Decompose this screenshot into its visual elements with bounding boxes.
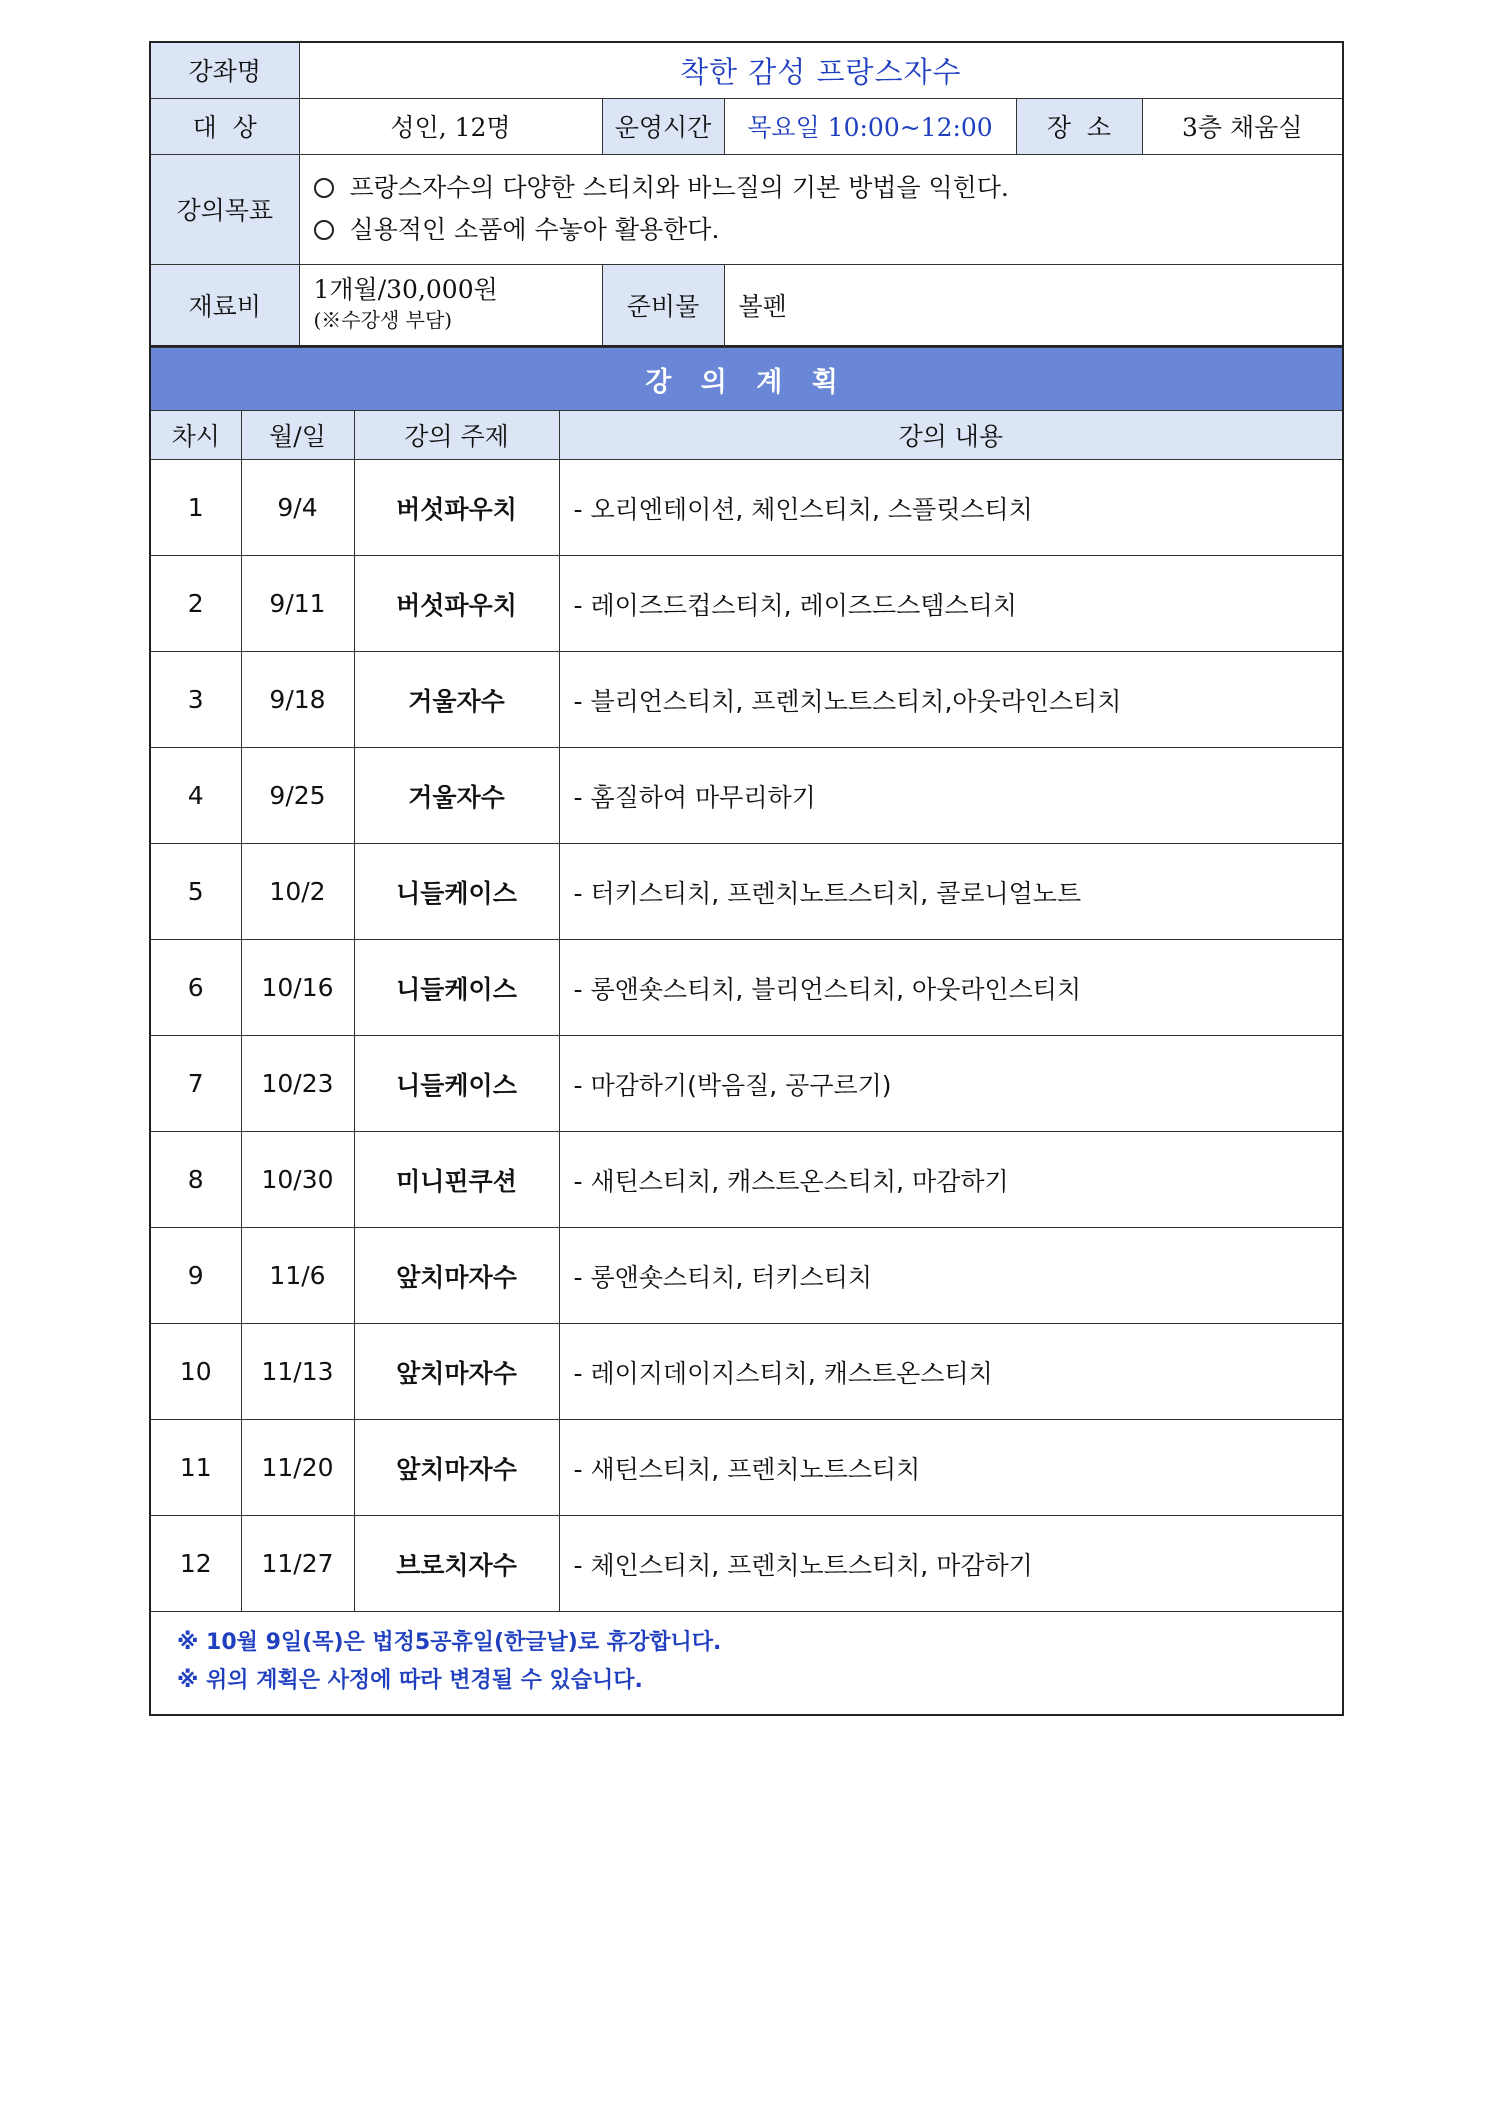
course-name-label: 강좌명 xyxy=(150,42,299,98)
session-no: 2 xyxy=(150,556,241,652)
session-content: - 롱앤숏스티치, 블리언스티치, 아웃라인스티치 xyxy=(559,940,1343,1036)
goals-label: 강의목표 xyxy=(150,154,299,264)
session-no: 12 xyxy=(150,1516,241,1612)
target-label: 대 상 xyxy=(150,98,299,154)
session-date: 10/23 xyxy=(241,1036,354,1132)
session-topic: 앞치마자수 xyxy=(354,1324,559,1420)
col-header-date: 월/일 xyxy=(241,411,354,460)
session-date: 11/20 xyxy=(241,1420,354,1516)
session-no: 7 xyxy=(150,1036,241,1132)
table-row xyxy=(150,1228,1343,1324)
session-topic: 거울자수 xyxy=(354,748,559,844)
session-content: - 블리언스티치, 프렌치노트스티치,아웃라인스티치 xyxy=(559,652,1343,748)
session-date: 11/13 xyxy=(241,1324,354,1420)
session-topic: 니들케이스 xyxy=(354,844,559,940)
col-header-no: 차시 xyxy=(150,411,241,460)
session-content: - 레이즈드컵스티치, 레이즈드스템스티치 xyxy=(559,556,1343,652)
table-row xyxy=(150,748,1343,844)
fee-label: 재료비 xyxy=(150,264,299,346)
circle-bullet-icon xyxy=(314,220,334,240)
time-value: 목요일 10:00~12:00 xyxy=(724,98,1016,154)
place-label: 장 소 xyxy=(1016,98,1142,154)
session-content: - 오리엔테이션, 체인스티치, 스플릿스티치 xyxy=(559,460,1343,556)
fee-value: 1개월/30,000원 xyxy=(313,274,498,304)
col-header-topic: 강의 주제 xyxy=(354,411,559,460)
note-holiday: ※ 10월 9일(목)은 법정5공휴일(한글날)로 휴강합니다. xyxy=(177,1630,722,1655)
time-label: 운영시간 xyxy=(602,98,724,154)
session-no: 3 xyxy=(150,652,241,748)
session-topic: 거울자수 xyxy=(354,652,559,748)
session-no: 8 xyxy=(150,1132,241,1228)
session-date: 9/11 xyxy=(241,556,354,652)
plan-header-row xyxy=(150,411,1343,460)
session-content: - 마감하기(박음질, 공구르기) xyxy=(559,1036,1343,1132)
session-date: 11/27 xyxy=(241,1516,354,1612)
circle-bullet-icon xyxy=(314,178,334,198)
session-topic: 버섯파우치 xyxy=(354,460,559,556)
supplies-value: 볼펜 xyxy=(724,264,1343,346)
session-date: 10/2 xyxy=(241,844,354,940)
plan-title: 강 의 계 획 xyxy=(150,348,1343,411)
session-topic: 앞치마자수 xyxy=(354,1228,559,1324)
session-no: 10 xyxy=(150,1324,241,1420)
note-change: ※ 위의 계획은 사정에 따라 변경될 수 있습니다. xyxy=(177,1668,643,1693)
session-date: 10/30 xyxy=(241,1132,354,1228)
plan-rows xyxy=(150,460,1343,1612)
session-content: - 롱앤숏스티치, 터키스티치 xyxy=(559,1228,1343,1324)
session-topic: 니들케이스 xyxy=(354,940,559,1036)
session-topic: 니들케이스 xyxy=(354,1036,559,1132)
fee-note: (※수강생 부담) xyxy=(313,307,453,332)
session-no: 9 xyxy=(150,1228,241,1324)
session-topic: 미니핀쿠션 xyxy=(354,1132,559,1228)
lecture-plan-table xyxy=(149,347,1344,1716)
target-value: 성인, 12명 xyxy=(299,98,602,154)
goal-item: 실용적인 소품에 수놓아 활용한다. xyxy=(314,209,1329,251)
goals-cell xyxy=(299,154,1343,264)
fee-cell xyxy=(299,264,602,346)
session-topic: 앞치마자수 xyxy=(354,1420,559,1516)
session-content: - 새틴스티치, 프렌치노트스티치 xyxy=(559,1420,1343,1516)
session-date: 10/16 xyxy=(241,940,354,1036)
supplies-label: 준비물 xyxy=(602,264,724,346)
session-date: 9/18 xyxy=(241,652,354,748)
course-sheet xyxy=(149,41,1342,1716)
table-row xyxy=(150,460,1343,556)
table-row xyxy=(150,844,1343,940)
table-row xyxy=(150,1324,1343,1420)
session-content: - 터키스티치, 프렌치노트스티치, 콜로니얼노트 xyxy=(559,844,1343,940)
table-row xyxy=(150,556,1343,652)
session-date: 9/25 xyxy=(241,748,354,844)
goal-item: 프랑스자수의 다양한 스티치와 바느질의 기본 방법을 익힌다. xyxy=(314,167,1329,209)
session-content: - 체인스티치, 프렌치노트스티치, 마감하기 xyxy=(559,1516,1343,1612)
table-row xyxy=(150,1132,1343,1228)
session-date: 11/6 xyxy=(241,1228,354,1324)
notes-cell xyxy=(150,1612,1343,1716)
session-topic: 버섯파우치 xyxy=(354,556,559,652)
session-no: 5 xyxy=(150,844,241,940)
table-row xyxy=(150,940,1343,1036)
col-header-content: 강의 내용 xyxy=(559,411,1343,460)
table-row xyxy=(150,1516,1343,1612)
table-row xyxy=(150,652,1343,748)
table-row xyxy=(150,1420,1343,1516)
session-no: 11 xyxy=(150,1420,241,1516)
session-no: 4 xyxy=(150,748,241,844)
session-no: 6 xyxy=(150,940,241,1036)
session-date: 9/4 xyxy=(241,460,354,556)
course-info-table xyxy=(149,41,1344,347)
session-content: - 새틴스티치, 캐스트온스티치, 마감하기 xyxy=(559,1132,1343,1228)
course-name: 착한 감성 프랑스자수 xyxy=(299,42,1343,98)
session-content: - 홈질하여 마무리하기 xyxy=(559,748,1343,844)
place-value: 3층 채움실 xyxy=(1142,98,1343,154)
session-no: 1 xyxy=(150,460,241,556)
session-topic: 브로치자수 xyxy=(354,1516,559,1612)
session-content: - 레이지데이지스티치, 캐스트온스티치 xyxy=(559,1324,1343,1420)
table-row xyxy=(150,1036,1343,1132)
